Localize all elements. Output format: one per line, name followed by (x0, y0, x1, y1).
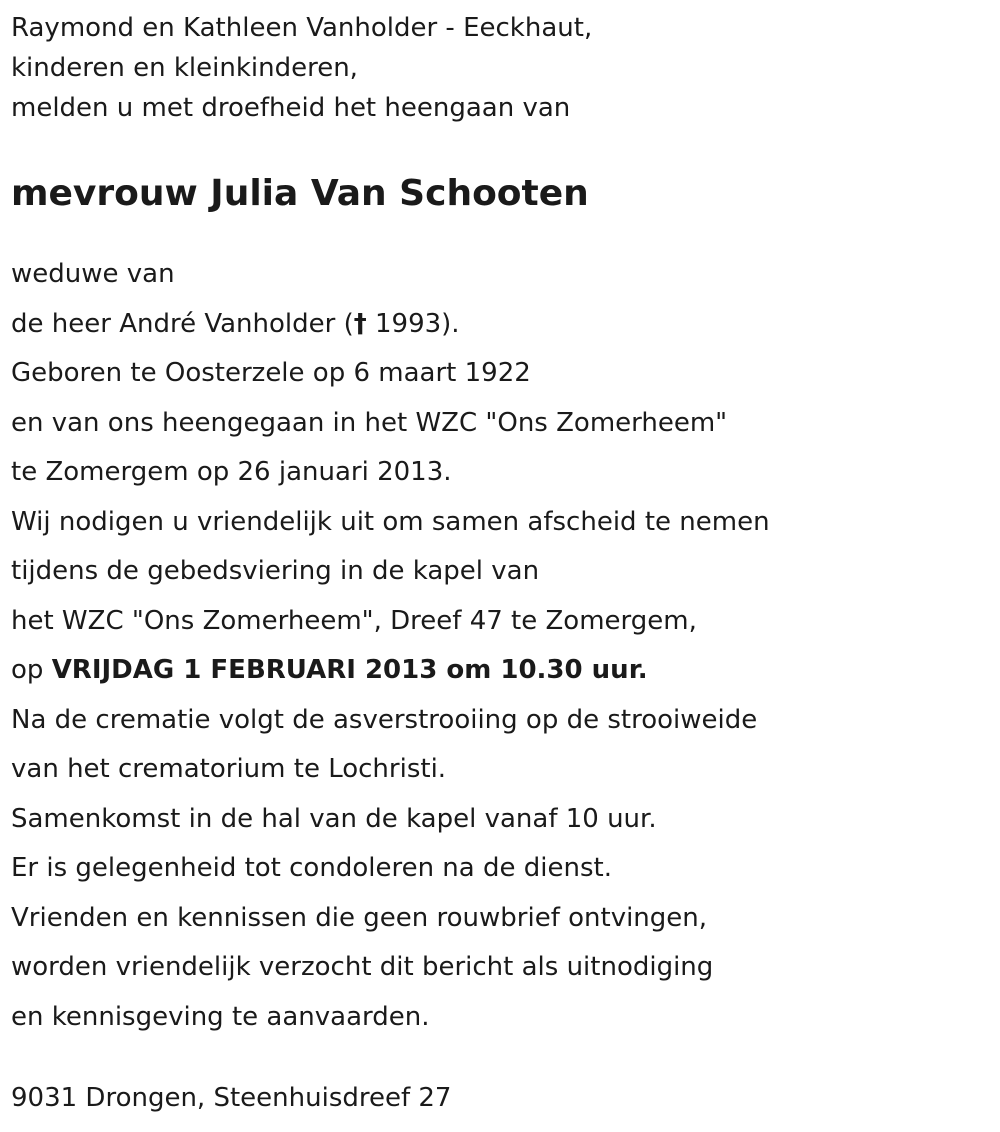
service-datetime: VRIJDAG 1 FEBRUARI 2013 om 10.30 uur. (51, 655, 648, 685)
gathering-line: Samenkomst in de hal van de kapel vanaf 10 uur. (11, 803, 657, 834)
service-prefix: op (11, 655, 52, 685)
notice-line-2: worden vriendelijk verzocht dit bericht als uitnodiging (11, 952, 714, 982)
birth-line: Geboren te Oosterzele op 6 maart 1922 (11, 358, 531, 388)
notice-body (11, 250, 991, 1042)
intro-line-children: kinderen en kleinkinderen, (11, 53, 358, 83)
intro-block (11, 8, 991, 128)
cross-icon: † (353, 308, 367, 339)
notice-line-3: en kennisgeving te aanvaarden. (11, 1001, 430, 1032)
death-line-date: te Zomergem op 26 januari 2013. (11, 457, 452, 487)
invitation-line-2: tijdens de gebedsviering in de kapel van (11, 556, 540, 586)
cremation-line-2: van het crematorium te Lochristi. (11, 754, 447, 784)
spouse-prefix: de heer André Vanholder ( (11, 308, 354, 339)
spouse-suffix: 1993). (366, 308, 460, 339)
intro-line-family: Raymond en Kathleen Vanholder - Eeckhaut, (11, 13, 593, 43)
death-notice (11, 8, 991, 1118)
condolence-line: Er is gelegenheid tot condoleren na de dienst. (11, 853, 612, 883)
death-line-place: en van ons heengegaan in het WZC "Ons Zomerheem" (11, 407, 728, 438)
notice-line-1: Vrienden en kennissen die geen rouwbrief ontvingen, (11, 902, 708, 933)
cremation-line-1: Na de crematie volgt de asverstrooiing op de strooiweide (11, 704, 758, 735)
intro-line-announcement: melden u met droefheid het heengaan van (11, 93, 571, 123)
spouse-line (11, 300, 991, 350)
invitation-line-1: Wij nodigen u vriendelijk uit om samen afscheid te nemen (11, 506, 770, 537)
service-line (11, 646, 991, 696)
deceased-name: mevrouw Julia Van Schooten (11, 173, 589, 214)
address: 9031 Drongen, Steenhuisdreef 27 (11, 1083, 452, 1113)
widow-line: weduwe van (11, 259, 175, 289)
invitation-line-3: het WZC "Ons Zomerheem", Dreef 47 te Zomergem, (11, 605, 697, 636)
